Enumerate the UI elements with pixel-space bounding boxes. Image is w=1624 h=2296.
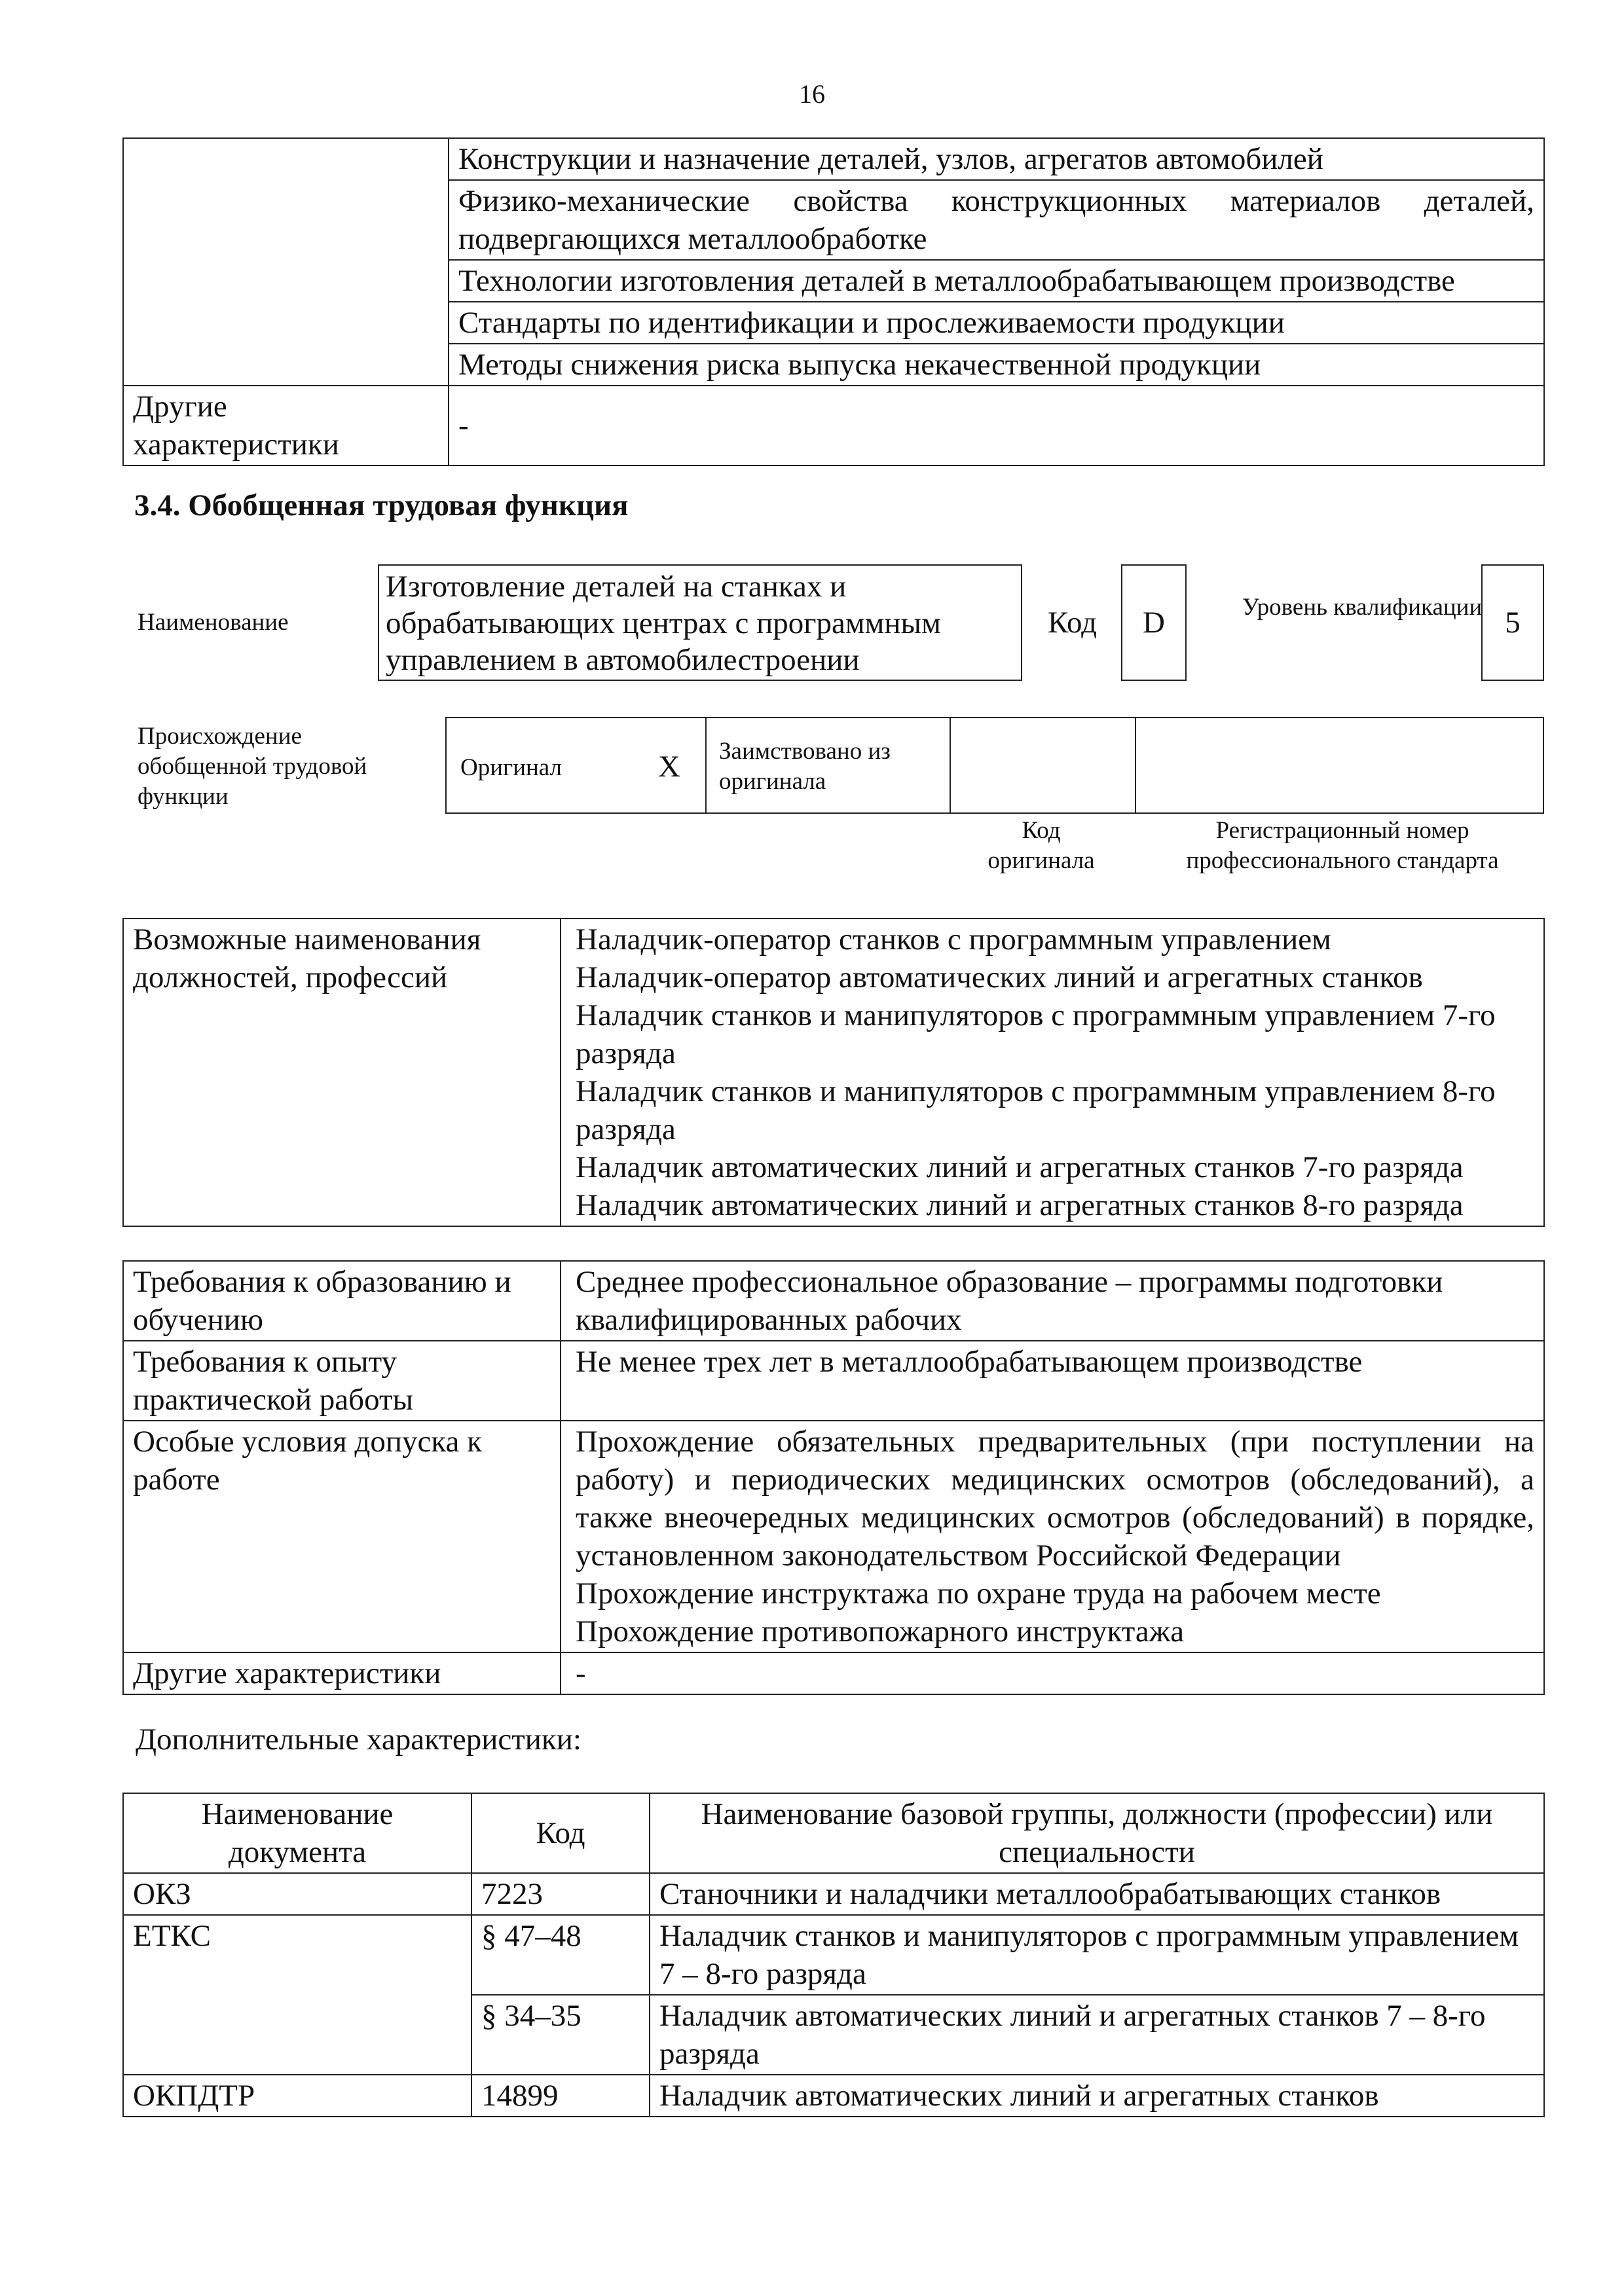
okz-code: 7223 [471, 1873, 650, 1915]
experience-label: Требования к опыту практической работы [123, 1341, 561, 1421]
positions-list [561, 919, 1544, 1226]
gtf-name-box [378, 564, 1022, 681]
conditions-label: Особые условия допуска к работе [123, 1421, 561, 1652]
borrowed-label: Заимствовано из оригинала [719, 738, 891, 795]
additional-table [122, 1793, 1545, 2117]
header-name: Наименование базовой группы, должности (профессии) или специальности [650, 1793, 1544, 1873]
origin-label: Происхождение обобщенной трудовой функции [138, 723, 367, 810]
position-item: Наладчик-оператор станков с программным управлением [576, 922, 1331, 957]
origin-divider [705, 717, 707, 814]
positions-table [122, 918, 1545, 1227]
header-doc: Наименование документа [123, 1793, 471, 1873]
okpdtr-doc: ОКПДТР [123, 2075, 471, 2117]
condition-item: Прохождение противопожарного инструктажа [576, 1614, 1185, 1649]
knowledge-item: Методы снижения риска выпуска некачественной продукции [449, 344, 1544, 386]
position-item: Наладчик автоматических линий и агрегатных станков 8-го разряда [576, 1188, 1464, 1222]
okz-doc: ОКЗ [123, 1873, 471, 1915]
page-number: 16 [799, 79, 825, 109]
position-item: Наладчик станков и манипуляторов с программным управлением 8-го разряда [576, 1074, 1496, 1146]
original-label: Оригинал [460, 754, 563, 781]
knowledge-item: Физико-механические свойства конструкционных материалов деталей, подвергающихся металлообработке [449, 180, 1544, 260]
position-item: Наладчик-оператор автоматических линий и агрегатных станков [576, 960, 1423, 994]
section-heading: 3.4. Обобщенная трудовая функция [134, 488, 629, 522]
knowledge-item: Стандарты по идентификации и прослеживаемости продукции [449, 302, 1544, 344]
conditions-list [561, 1421, 1544, 1652]
etks-code: § 34–35 [471, 1995, 650, 2075]
knowledge-item: Конструкции и назначение деталей, узлов, агрегатов автомобилей [449, 138, 1544, 180]
origin-divider [950, 717, 951, 814]
requirements-table [122, 1260, 1545, 1695]
etks-name: Наладчик станков и манипуляторов с программным управлением 7 – 8-го разряда [650, 1915, 1544, 1995]
etks-name: Наладчик автоматических линий и агрегатных станков 7 – 8-го разряда [650, 1995, 1544, 2075]
level-label: Уровень квалификации [1242, 594, 1483, 621]
condition-item: Прохождение обязательных предварительных (при поступлении на работу) и периодических медицинских осмотров (обследований), а также внеочередных медицинских осмотров (обследований) в порядке, установленном законодательством Российской Федерации [576, 1425, 1534, 1573]
other-characteristics-value: - [449, 386, 1544, 465]
experience-value: Не менее трех лет в металлообрабатывающем производстве [561, 1341, 1544, 1421]
positions-label: Возможные наименования должностей, профессий [123, 919, 561, 1226]
other-value: - [561, 1652, 1544, 1694]
reg-caption: Регистрационный номер профессионального стандарта [1186, 817, 1499, 874]
origin-box [445, 717, 1544, 814]
okpdtr-code: 14899 [471, 2075, 650, 2117]
level-box [1481, 564, 1544, 681]
condition-item: Прохождение инструктажа по охране труда на рабочем месте [576, 1576, 1381, 1611]
code-caption: Код оригинала [987, 817, 1095, 874]
origin-divider [1135, 717, 1136, 814]
knowledge-item: Технологии изготовления деталей в металлообрабатывающем производстве [449, 260, 1544, 302]
additional-heading: Дополнительные характеристики: [136, 1722, 581, 1757]
other-characteristics-label: Другие характеристики [123, 386, 449, 465]
gtf-name: Изготовление деталей на станках и обрабатывающих центрах с программным управлением в автомобилестроении [386, 570, 941, 677]
original-mark: X [658, 750, 680, 784]
education-value: Среднее профессиональное образование – программы подготовки квалифицированных рабочих [561, 1261, 1544, 1341]
code-value: D [1143, 606, 1165, 640]
other-label: Другие характеристики [123, 1652, 561, 1694]
okpdtr-name: Наладчик автоматических линий и агрегатных станков [650, 2075, 1544, 2117]
knowledge-table [122, 137, 1545, 466]
name-label: Наименование [138, 609, 289, 636]
okz-name: Станочники и наладчики металлообрабатывающих станков [650, 1873, 1544, 1915]
etks-code: § 47–48 [471, 1915, 650, 1995]
code-label: Код [1048, 606, 1098, 640]
level-value: 5 [1505, 606, 1521, 640]
etks-doc: ЕТКС [123, 1915, 471, 2075]
header-code: Код [471, 1793, 650, 1873]
code-box [1121, 564, 1187, 681]
education-label: Требования к образованию и обучению [123, 1261, 561, 1341]
position-item: Наладчик станков и манипуляторов с программным управлением 7-го разряда [576, 998, 1496, 1070]
position-item: Наладчик автоматических линий и агрегатных станков 7-го разряда [576, 1150, 1464, 1184]
empty-label-cell [123, 138, 449, 386]
